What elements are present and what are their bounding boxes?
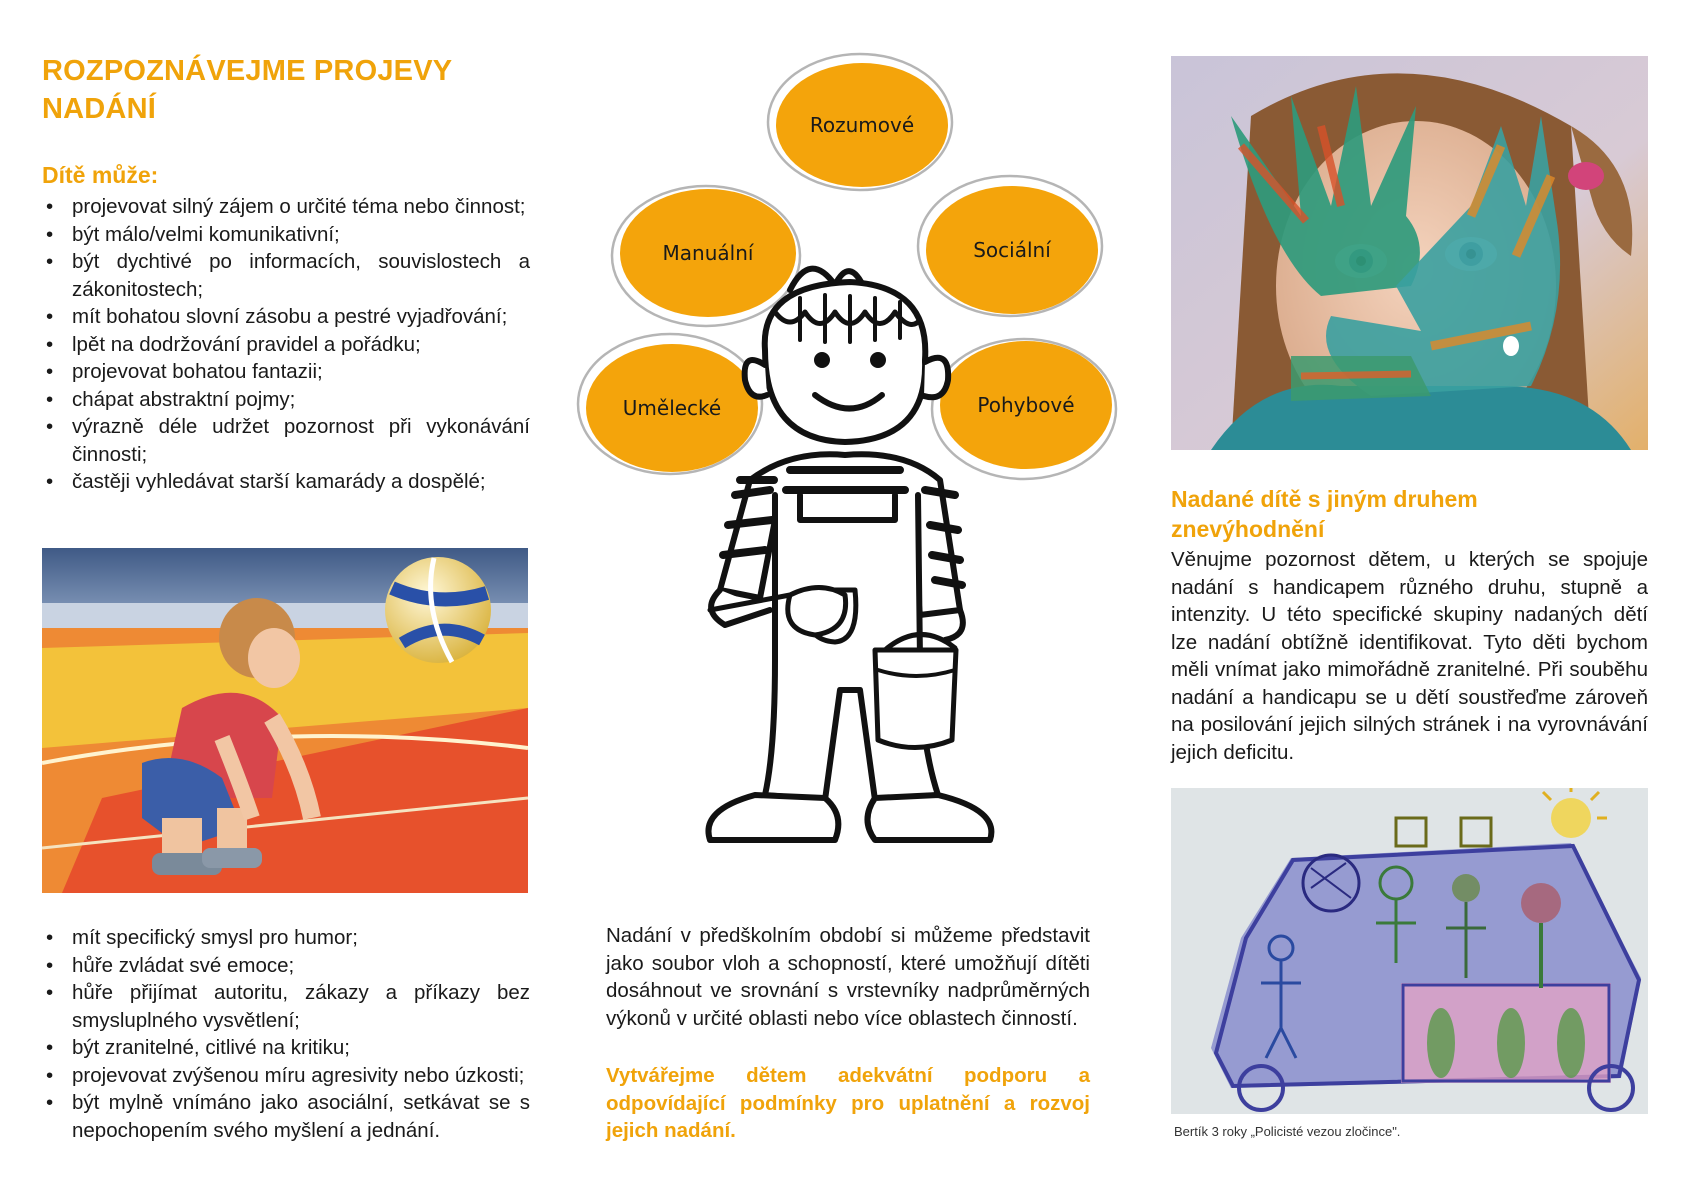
list-item: • projevovat bohatou fantazii; [42, 358, 530, 386]
list-item: • hůře zvládat své emoce; [42, 952, 530, 980]
cartoon-boy [708, 269, 991, 840]
center-paragraph-bold: Vytvářejme dětem adekvátní podporu a odpovídající podmínky pro uplatnění a rozvoj jejich nadání. [606, 1064, 1090, 1142]
list-item: • častěji vyhledávat starší kamarády a dospělé; [42, 468, 530, 496]
talent-illustration [560, 50, 1140, 890]
bubble-label-manualni: Manuální [662, 241, 754, 265]
bubble-socialni [918, 176, 1102, 316]
bubble-label-umelecke: Umělecké [622, 396, 722, 420]
list-item: • chápat abstraktní pojmy; [42, 386, 530, 414]
bubble-umelecke [578, 334, 762, 474]
list-item: • mít specifický smysl pro humor; [42, 924, 530, 952]
bubble-label-pohybove: Pohybové [977, 393, 1075, 417]
list-item: • lpět na dodržování pravidel a pořádku; [42, 331, 530, 359]
bubble-label-rozumove: Rozumové [809, 113, 915, 137]
bubble-manualni [612, 186, 800, 326]
right-subheading: Nadané dítě s jiným druhem znevýhodnění [1171, 486, 1478, 542]
list-item: • být dychtivé po informacích, souvislostech a zákonitostech; [42, 248, 530, 303]
list-item: • být málo/velmi komunikativní; [42, 221, 530, 249]
bubble-rozumove [768, 54, 952, 190]
center-paragraph: Nadání v předškolním období si můžeme představit jako soubor vloh a schopností, které umožňují dítěti dosáhnout ve srovnání s vrstevníky nadprůměrných výkonů v určité oblasti nebo více oblastech činností. [606, 924, 1090, 1030]
photo-child-with-ball [42, 548, 528, 893]
bullet-list-top [42, 193, 530, 496]
bubble-label-socialni: Sociální [973, 238, 1051, 262]
bubble-pohybove [932, 339, 1116, 479]
left-subheading: Dítě může: [42, 162, 159, 188]
right-paragraph: Věnujme pozornost dětem, u kterých se spojuje nadání s handicapem různého druhu, stupně a intenzity. U této specifické skupiny nadaných dětí lze nadání obtížně identifikovat. Tyto děti bychom měli vnímat jako mimořádně zranitelné. Při souběhu nadání a handicapu se u dětí soustřeďme zároveň na posilování jejich silných stránek i na vyrovnávání jejich deficitu. [1171, 548, 1648, 764]
photo-child-drawing [1171, 788, 1648, 1114]
bullet-list-bottom [42, 924, 530, 1144]
page-title: ROZPOZNÁVEJME PROJEVY NADÁNÍ [42, 55, 452, 125]
drawing-caption: Bertík 3 roky „Policisté vezou zločince". [1174, 1124, 1401, 1139]
list-item: • mít bohatou slovní zásobu a pestré vyjadřování; [42, 303, 530, 331]
list-item: • projevovat silný zájem o určité téma nebo činnost; [42, 193, 530, 221]
list-item: • výrazně déle udržet pozornost při vykonávání činnosti; [42, 413, 530, 468]
list-item: • projevovat zvýšenou míru agresivity nebo úzkosti; [42, 1062, 530, 1090]
list-item: • být mylně vnímáno jako asociální, setkávat se s nepochopením svého myšlení a jednání. [42, 1089, 530, 1144]
list-item: • hůře přijímat autoritu, zákazy a příkazy bez smysluplného vysvětlení; [42, 979, 530, 1034]
photo-girl-painted-hands [1171, 56, 1648, 450]
list-item: • být zranitelné, citlivé na kritiku; [42, 1034, 530, 1062]
